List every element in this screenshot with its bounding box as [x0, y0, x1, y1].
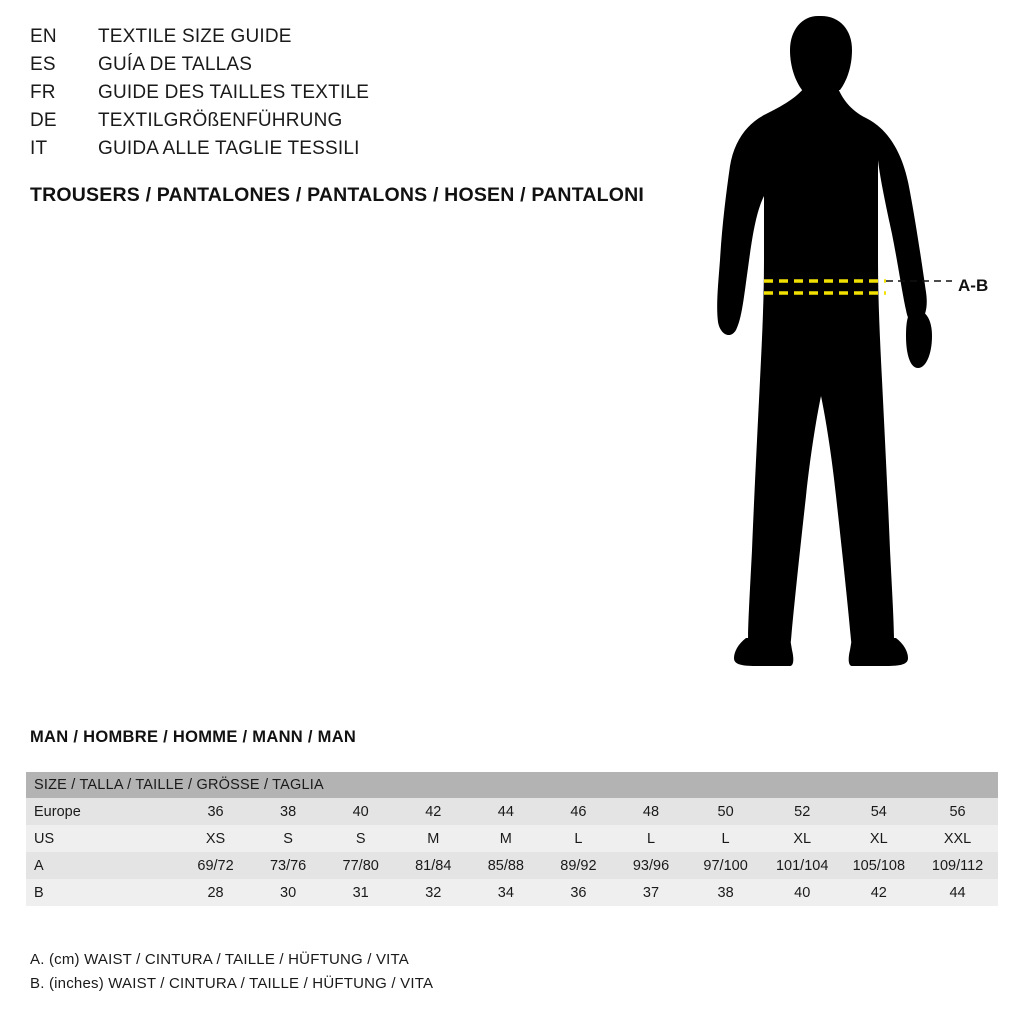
- language-code: EN: [30, 26, 57, 47]
- table-cell: 52: [764, 798, 841, 825]
- table-cell: 73/76: [252, 852, 325, 879]
- size-guide-header: [30, 26, 690, 207]
- table-cell: 69/72: [179, 852, 252, 879]
- table-cell: 109/112: [917, 852, 998, 879]
- table-cell: 48: [615, 798, 688, 825]
- table-cell: 36: [179, 798, 252, 825]
- language-code: ES: [30, 54, 56, 75]
- language-row: [30, 110, 690, 138]
- table-cell: L: [687, 825, 764, 852]
- row-label: Europe: [26, 798, 179, 825]
- table-cell: 30: [252, 879, 325, 906]
- table-cell: 46: [542, 798, 615, 825]
- size-table: [26, 772, 998, 906]
- table-header-row: [26, 772, 998, 798]
- table-cell: 93/96: [615, 852, 688, 879]
- footnote-a: A. (cm) WAIST / CINTURA / TAILLE / HÜFTUNG / VITA: [30, 951, 409, 968]
- male-silhouette-icon: [690, 10, 1010, 670]
- table-cell: 44: [917, 879, 998, 906]
- table-cell: 50: [687, 798, 764, 825]
- footnotes: [30, 948, 730, 996]
- table-cell: M: [470, 825, 543, 852]
- language-row: [30, 138, 690, 166]
- language-title: GUÍA DE TALLAS: [98, 54, 253, 75]
- table-cell: 40: [324, 798, 397, 825]
- language-title: TEXTILGRÖßENFÜHRUNG: [98, 110, 343, 131]
- table-cell: 77/80: [324, 852, 397, 879]
- language-row: [30, 26, 690, 54]
- table-cell: 38: [252, 798, 325, 825]
- table-cell: 54: [841, 798, 918, 825]
- garment-type-title: TROUSERS / PANTALONES / PANTALONS / HOSEN / PANTALONI: [30, 184, 645, 206]
- row-label: B: [26, 879, 179, 906]
- table-cell: XXL: [917, 825, 998, 852]
- footnote-b: B. (inches) WAIST / CINTURA / TAILLE / HÜFTUNG / VITA: [30, 975, 434, 992]
- table-cell: XL: [841, 825, 918, 852]
- language-title: GUIDA ALLE TAGLIE TESSILI: [98, 138, 360, 159]
- table-cell: 89/92: [542, 852, 615, 879]
- table-cell: XL: [764, 825, 841, 852]
- table-cell: 28: [179, 879, 252, 906]
- table-cell: 42: [841, 879, 918, 906]
- language-row: [30, 54, 690, 82]
- table-cell: 40: [764, 879, 841, 906]
- table-cell: 36: [542, 879, 615, 906]
- table-cell: S: [252, 825, 325, 852]
- language-code: FR: [30, 82, 56, 103]
- table-row: [26, 798, 998, 825]
- table-cell: 42: [397, 798, 470, 825]
- table-cell: 85/88: [470, 852, 543, 879]
- table-cell: 81/84: [397, 852, 470, 879]
- language-code: DE: [30, 110, 57, 131]
- table-cell: L: [542, 825, 615, 852]
- table-cell: 34: [470, 879, 543, 906]
- table-cell: 38: [687, 879, 764, 906]
- table-cell: 56: [917, 798, 998, 825]
- table-cell: 37: [615, 879, 688, 906]
- language-row: [30, 82, 690, 110]
- measurement-figure: [690, 10, 1010, 670]
- table-cell: 44: [470, 798, 543, 825]
- table-header-label: SIZE / TALLA / TAILLE / GRÖSSE / TAGLIA: [26, 772, 998, 798]
- language-title: GUIDE DES TAILLES TEXTILE: [98, 82, 370, 103]
- table-cell: 32: [397, 879, 470, 906]
- table-row: [26, 852, 998, 879]
- table-row: [26, 825, 998, 852]
- row-label: A: [26, 852, 179, 879]
- row-label: US: [26, 825, 179, 852]
- table-cell: 105/108: [841, 852, 918, 879]
- table-cell: 31: [324, 879, 397, 906]
- measure-label-ab: A-B: [958, 276, 989, 295]
- table-cell: XS: [179, 825, 252, 852]
- language-title: TEXTILE SIZE GUIDE: [98, 26, 292, 47]
- table-cell: L: [615, 825, 688, 852]
- language-code: IT: [30, 138, 48, 159]
- table-cell: 97/100: [687, 852, 764, 879]
- group-title: MAN / HOMBRE / HOMME / MANN / MAN: [30, 728, 357, 746]
- table-cell: S: [324, 825, 397, 852]
- table-cell: M: [397, 825, 470, 852]
- table-cell: 101/104: [764, 852, 841, 879]
- table-row: [26, 879, 998, 906]
